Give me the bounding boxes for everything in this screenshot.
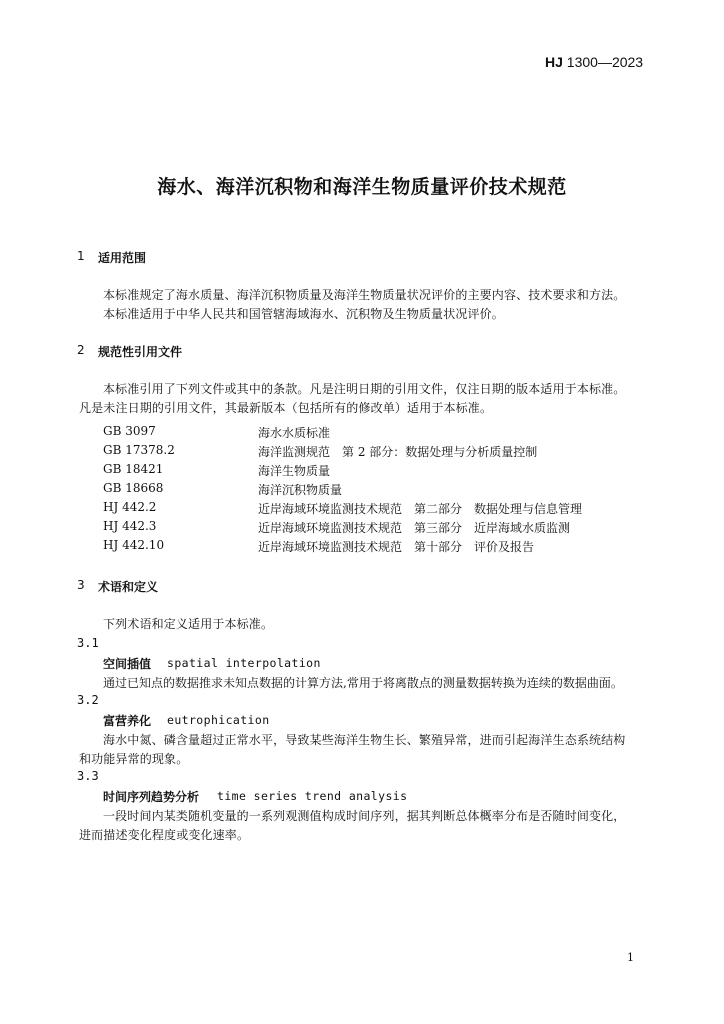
section-2-number: 2	[77, 343, 85, 357]
term-definition-continuation: 和功能异常的现象。	[79, 752, 189, 766]
term-english: eutrophication	[167, 713, 270, 727]
clause-number: 3.1	[77, 636, 99, 650]
reference-code: GB 17378.2	[103, 443, 175, 457]
reference-code: HJ 442.10	[103, 538, 165, 552]
section-3-number: 3	[77, 578, 85, 592]
clause-number: 3.2	[77, 693, 99, 707]
page-number: 1	[627, 951, 634, 964]
section-1-paragraph-2: 本标准适用于中华人民共和国管辖海域海水、沉积物及生物质量状况评价。	[103, 307, 504, 321]
term-definition: 一段时间内某类随机变量的一系列观测值构成时间序列，据其判断总体概率分布是否随时间变化，	[103, 809, 626, 823]
standard-code	[545, 54, 643, 70]
reference-code: HJ 442.3	[103, 519, 157, 533]
section-1-paragraph-1: 本标准规定了海水质量、海洋沉积物质量及海洋生物质量状况评价的主要内容、技术要求和方法。	[103, 288, 626, 302]
section-2-title: 规范性引用文件	[98, 345, 183, 359]
reference-title: 海洋沉积物质量	[258, 483, 343, 497]
clause-number: 3.3	[77, 769, 99, 783]
section-3-title: 术语和定义	[98, 580, 159, 594]
reference-title: 近岸海域环境监测技术规范 第三部分 近岸海域水质监测	[258, 521, 571, 535]
term-definition: 海水中氮、磷含量超过正常水平，导致某些海洋生物生长、繁殖异常，进而引起海洋生态系统结构	[103, 733, 626, 747]
standard-code-number: 1300—2023	[566, 54, 644, 70]
section-2-paragraph-line-1: 本标准引用了下列文件或其中的条款。凡是注明日期的引用文件，仅注日期的版本适用于本标准。	[103, 382, 626, 396]
term-chinese: 富营养化	[103, 714, 152, 728]
reference-title: 海洋生物质量	[258, 464, 331, 478]
reference-code: GB 18668	[103, 481, 164, 495]
reference-code: HJ 442.2	[103, 500, 157, 514]
reference-title: 近岸海域环境监测技术规范 第十部分 评价及报告	[258, 540, 535, 554]
term-definition: 通过已知点的数据推求未知点数据的计算方法,常用于将离散点的测量数据转换为连续的数据曲面。	[103, 676, 623, 690]
reference-title: 海水水质标准	[258, 426, 331, 440]
reference-code: GB 18421	[103, 462, 164, 476]
section-1-number: 1	[77, 249, 85, 263]
term-definition-continuation: 进而描述变化程度或变化速率。	[79, 828, 250, 842]
section-3-intro: 下列术语和定义适用于本标准。	[103, 617, 274, 631]
standard-code-prefix: HJ	[545, 54, 563, 70]
reference-title: 海洋监测规范 第 2 部分：数据处理与分析质量控制	[258, 445, 538, 459]
section-2-paragraph-line-2: 凡是未注日期的引用文件，其最新版本（包括所有的修改单）适用于本标准。	[79, 401, 493, 415]
term-english: time series trend analysis	[217, 789, 408, 803]
reference-code: GB 3097	[103, 424, 156, 438]
term-chinese: 空间插值	[103, 657, 152, 671]
document-title: 海水、海洋沉积物和海洋生物质量评价技术规范	[157, 176, 567, 198]
reference-title: 近岸海域环境监测技术规范 第二部分 数据处理与信息管理	[258, 502, 583, 516]
term-chinese: 时间序列趋势分析	[103, 790, 200, 804]
term-english: spatial interpolation	[167, 656, 321, 670]
section-1-title: 适用范围	[98, 251, 147, 265]
